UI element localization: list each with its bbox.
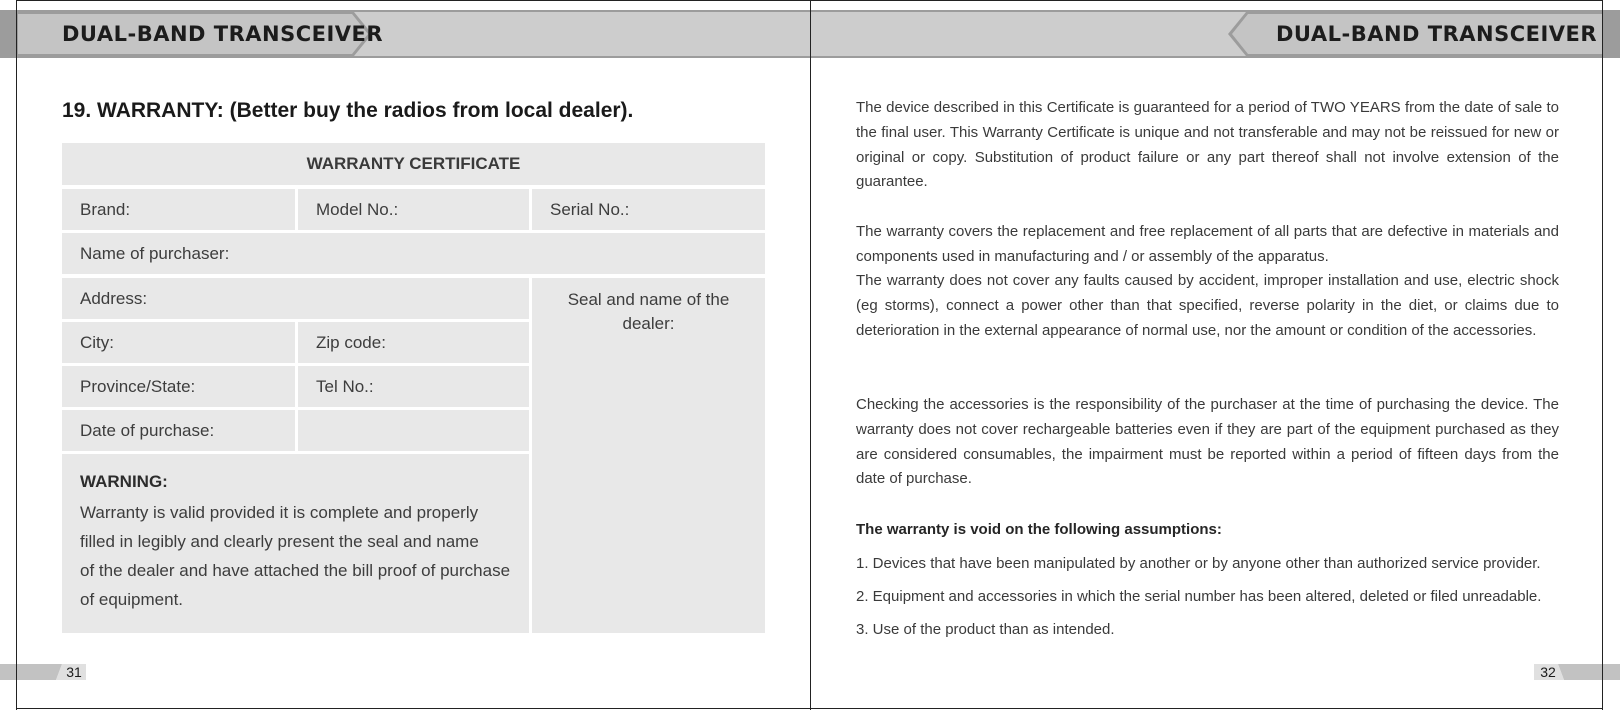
province-state-field[interactable]: Province/State:	[62, 366, 295, 407]
dealer-seal-field[interactable]: Seal and name of the dealer:	[532, 278, 765, 633]
warning-box	[62, 454, 529, 633]
zip-code-field[interactable]: Zip code:	[298, 322, 529, 363]
warning-heading: WARNING:	[80, 472, 168, 491]
page-frame-right	[1602, 0, 1603, 710]
page-fold-divider	[810, 0, 811, 710]
header-title-left: DUAL-BAND TRANSCEIVER	[62, 22, 384, 46]
page-number-left: 31	[66, 664, 82, 680]
warning-line: of the dealer and have attached the bill proof of purchase	[80, 561, 511, 580]
warning-line: of equipment.	[80, 590, 184, 609]
date-of-purchase-field[interactable]: Date of purchase:	[62, 410, 295, 451]
page-frame-bottom	[16, 708, 1603, 709]
page-frame-left	[16, 0, 17, 710]
address-field[interactable]: Address:	[62, 278, 529, 319]
header-title-right: DUAL-BAND TRANSCEIVER	[1276, 22, 1598, 46]
tel-no-field[interactable]: Tel No.:	[298, 366, 529, 407]
brand-field[interactable]: Brand:	[62, 189, 295, 230]
page-frame-top	[16, 0, 1603, 1]
serial-no-field[interactable]: Serial No.:	[532, 189, 765, 230]
date-of-purchase-value[interactable]	[298, 410, 529, 451]
purchaser-name-field[interactable]: Name of purchaser:	[62, 233, 765, 274]
warning-line: Warranty is valid provided it is complete and properly	[80, 503, 479, 522]
void-heading: The warranty is void on the following assumptions:	[856, 521, 1222, 538]
model-no-field[interactable]: Model No.:	[298, 189, 529, 230]
section-title: 19. WARRANTY: (Better buy the radios from local dealer).	[62, 99, 634, 122]
void-item: 1. Devices that have been manipulated by another or by anyone other than authorized service provider.	[856, 555, 1541, 572]
accessories-paragraph: Checking the accessories is the responsibility of the purchaser at the time of purchasing the device. The warranty does not cover rechargeable batteries even if they are part of the equipment purchased as they are considered consumables, the impairment must be reported within a period of fifteen days from the date of purchase.	[856, 396, 1559, 488]
void-item: 2. Equipment and accessories in which the serial number has been altered, deleted or filed unreadable.	[856, 588, 1542, 605]
coverage-paragraph: The warranty covers the replacement and free replacement of all parts that are defective in materials and components used in manufacturing and / or assembly of the apparatus.	[856, 223, 1559, 265]
warning-text	[80, 498, 510, 614]
warranty-certificate-table	[62, 143, 765, 633]
exclusions-paragraph: The warranty does not cover any faults caused by accident, improper installation and use, electric shock (eg storms), connect a power other than that specified, reverse polarity in the diet, or claims due to deterioration in the external appearance of normal use, nor the amount or condition of the accessories.	[856, 272, 1559, 339]
page-number-right: 32	[1540, 664, 1556, 680]
warranty-period-paragraph: The device described in this Certificate is guaranteed for a period of TWO YEARS from the date of sale to the final user. This Warranty Certificate is unique and not transferable and may not be reissued for new or original or copy. Substitution of product failure or any part thereof shall not involve extension of the guarantee.	[856, 99, 1559, 191]
city-field[interactable]: City:	[62, 322, 295, 363]
certificate-title: WARRANTY CERTIFICATE	[306, 154, 521, 173]
void-item: 3. Use of the product than as intended.	[856, 621, 1115, 638]
warning-line: filled in legibly and clearly present the seal and name	[80, 532, 479, 551]
certificate-title-cell	[62, 143, 765, 185]
